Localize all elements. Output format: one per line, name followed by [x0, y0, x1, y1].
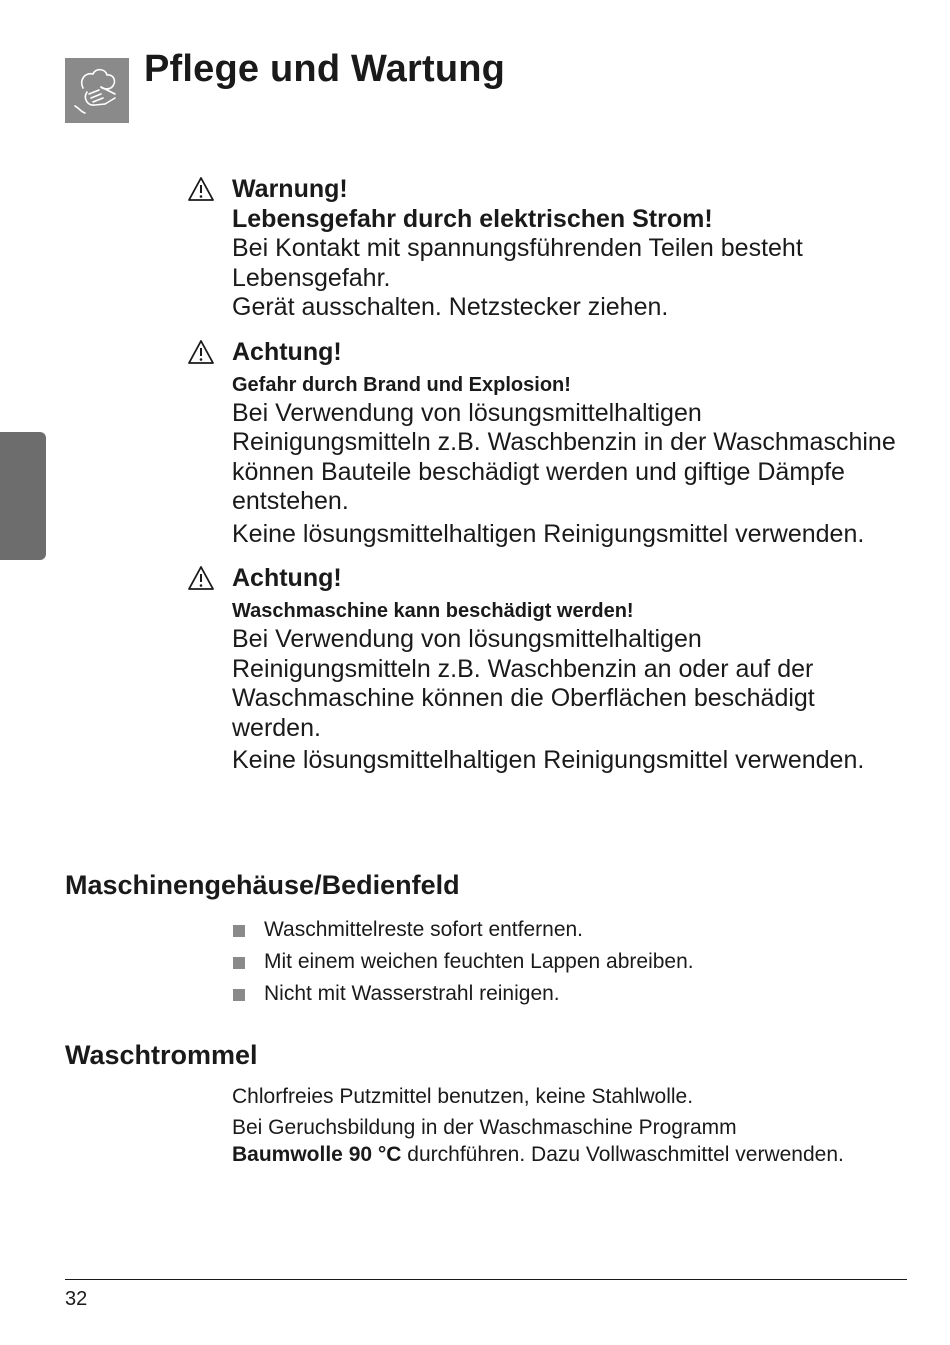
- list-item: Nicht mit Wasserstrahl reinigen.: [233, 978, 694, 1010]
- caution-block: [187, 337, 907, 550]
- caution-subheading: Waschmaschine kann beschädigt werden!: [232, 600, 634, 622]
- drum-heading: Waschtrommel: [65, 1040, 258, 1070]
- footer-divider: [65, 1279, 907, 1280]
- warning-heading: Warnung!: [232, 175, 348, 203]
- warning-subheading: Lebensgefahr durch elektrischen Strom!: [232, 205, 713, 233]
- housing-heading: Maschinengehäuse/Bedienfeld: [65, 870, 460, 900]
- caution-heading: Achtung!: [232, 337, 342, 366]
- warning-triangle-icon: [187, 176, 215, 202]
- caution-text: Bei Verwendung von lösungsmittelhaltigen Reinigungsmitteln z.B. Waschbenzin in der Waschmaschine können Bauteile beschädigt werden und giftige Dämpfe entstehen.: [232, 398, 896, 515]
- square-bullet-icon: [233, 989, 245, 1001]
- square-bullet-icon: [233, 925, 245, 937]
- list-item: Waschmittelreste sofort entfernen.: [233, 914, 694, 946]
- drum-program-text: Bei Geruchsbildung in der Waschmaschine Programm Baumwolle 90 °C durchführen. Dazu Vollwaschmittel verwenden.: [232, 1116, 844, 1166]
- program-name: Baumwolle 90 °C: [232, 1143, 402, 1166]
- caution-subheading: Gefahr durch Brand und Explosion!: [232, 373, 571, 396]
- caution-instruction: Keine lösungsmittelhaltigen Reinigungsmittel verwenden.: [232, 746, 865, 774]
- drum-section: [232, 1083, 922, 1168]
- page-number: 32: [65, 1288, 88, 1310]
- hand-cleaning-icon: [65, 58, 129, 123]
- drum-text: Chlorfreies Putzmittel benutzen, keine Stahlwolle.: [232, 1085, 694, 1108]
- caution-instruction: Keine lösungsmittelhaltigen Reinigungsmittel verwenden.: [232, 519, 865, 548]
- caution-block: [187, 563, 907, 776]
- warning-text: Bei Kontakt mit spannungsführenden Teilen besteht Lebensgefahr.: [232, 234, 803, 292]
- chapter-tab: [0, 432, 46, 560]
- caution-text: Bei Verwendung von lösungsmittelhaltigen Reinigungsmitteln z.B. Waschbenzin an oder auf der Waschmaschine können die Oberflächen beschädigt werden.: [232, 625, 815, 742]
- caution-heading: Achtung!: [232, 564, 342, 592]
- housing-list: [233, 914, 694, 1010]
- page-title: Pflege und Wartung: [144, 48, 506, 90]
- square-bullet-icon: [233, 957, 245, 969]
- warning-instruction: Gerät ausschalten. Netzstecker ziehen.: [232, 293, 669, 321]
- warning-triangle-icon: [187, 339, 215, 365]
- warning-triangle-icon: [187, 565, 215, 591]
- warnings-section: [187, 174, 907, 776]
- warning-block: [187, 174, 907, 323]
- list-item: Mit einem weichen feuchten Lappen abreiben.: [233, 946, 694, 978]
